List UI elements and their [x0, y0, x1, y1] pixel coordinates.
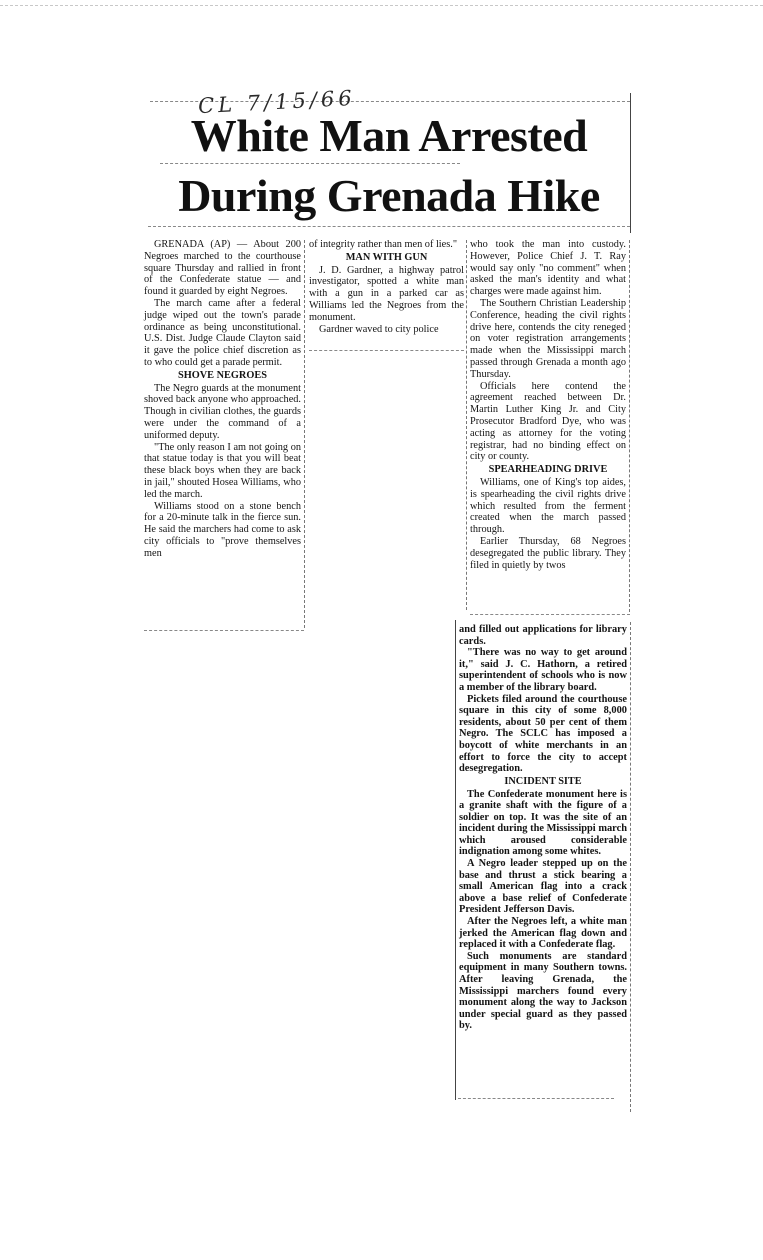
article-column-4 — [459, 624, 627, 1032]
subheading-man-with-gun: MAN WITH GUN — [345, 251, 428, 263]
paragraph: "There was no way to get around it," said J. C. Hathorn, a retired superintendent of schools who is now a member of the library board. — [459, 647, 627, 693]
paragraph: Such monuments are standard equipment in many Southern towns. After leaving Grenada, the Mississippi marchers found every monument along the way to Jackson under special guard as they passed by. — [459, 950, 627, 1032]
headline-divider — [160, 163, 460, 164]
paragraph: Williams stood on a stone bench for a 20-minute talk in the fierce sun. He said the marchers had come to ask city officials to "prove themselves men — [144, 500, 301, 559]
continuation-left-rule — [455, 620, 456, 1100]
paragraph: After the Negroes left, a white man jerked the American flag down and replaced it with a Confederate flag. — [459, 916, 627, 951]
column-2-end-rule — [309, 350, 464, 351]
paragraph: who took the man into custody. However, Police Chief J. T. Ray would say only "no comment" when asked the man's identity and what charges were made against him. — [470, 239, 626, 298]
paragraph: Officials here contend the agreement reached between Dr. Martin Luther King Jr. and City Prosecutor Bradford Dye, who was acting as attorney for the voting registrar, had no binding effect on city or county. — [470, 380, 626, 463]
handwritten-date-annotation: CL 7/15/66 — [197, 85, 357, 119]
paragraph: J. D. Gardner, a highway patrol investigator, spotted a white man with a gun in a parked car as Williams led the Negroes from the monument. — [309, 264, 464, 323]
column-3-right-rule — [629, 240, 630, 612]
paragraph: and filled out applications for library cards. — [459, 624, 627, 647]
column-divider-1 — [304, 240, 305, 628]
paragraph: of integrity rather than men of lies." — [309, 239, 458, 250]
paragraph: The Negro guards at the monument shoved back anyone who approached. Though in civilian clothes, the guards were under the command of a uniformed deputy. — [144, 382, 301, 441]
subheading-shove-negroes: SHOVE NEGROES — [178, 369, 267, 381]
continuation-right-rule — [630, 622, 631, 1112]
paragraph: The Southern Christian Leadership Conference, heading the civil rights drive here, contends the city reneged on voter registration arrangements made when the Mississippi march passed through Grenada a month ago Thursday. — [470, 297, 626, 380]
header-right-rule — [630, 93, 631, 233]
paragraph: GRENADA (AP) — About 200 Negroes marched to the courthouse square Thursday and rallied in front of the Confederate statue — and found it guarded by eight Negroes. — [144, 239, 301, 298]
headline-bottom-rule — [148, 226, 630, 227]
paragraph: "The only reason I am not going on that statue today is that you will beat these black boys when they are back in jail," shouted Hosea Williams, who led the march. — [144, 441, 301, 500]
article-column-2 — [309, 239, 464, 335]
article-column-1 — [144, 239, 301, 560]
article-column-3 — [470, 239, 626, 571]
paragraph: Earlier Thursday, 68 Negroes desegregated the public library. They filed in quietly by twos — [470, 535, 626, 571]
subheading-spearheading-drive: SPEARHEADING DRIVE — [488, 464, 608, 476]
paragraph: Pickets filed around the courthouse square in this city of some 8,000 residents, about 50 per cent of them Negro. The SCLC has imposed a boycott of white merchants in an effort to force the city to accept desegregation. — [459, 693, 627, 775]
continuation-end-rule — [458, 1098, 614, 1099]
headline-line-1: White Man Arrested — [190, 110, 588, 161]
paragraph: The march came after a federal judge wiped out the town's parade ordinance as being unconstitutional. U.S. Dist. Judge Claude Clayton said it gave the police chief discretion as to who could get a parade permit. — [144, 297, 301, 368]
column-3-end-rule — [470, 614, 630, 615]
paragraph: A Negro leader stepped up on the base and thrust a stick bearing a small American flag into a crack above a base relief of Confederate President Jefferson Davis. — [459, 858, 627, 916]
paragraph: The Confederate monument here is a granite shaft with the figure of a soldier on top. It was the site of an incident during the Mississippi march which aroused considerable indignation among some whites. — [459, 788, 627, 858]
column-1-end-rule — [144, 630, 304, 631]
subheading-incident-site: INCIDENT SITE — [504, 775, 582, 787]
paragraph: Williams, one of King's top aides, is spearheading the civil rights drive which resulted from the ferment created when the march passed through. — [470, 476, 626, 536]
column-divider-2 — [466, 240, 467, 610]
headline-line-2: During Grenada Hike — [178, 170, 600, 221]
paragraph: Gardner waved to city police — [319, 323, 439, 335]
